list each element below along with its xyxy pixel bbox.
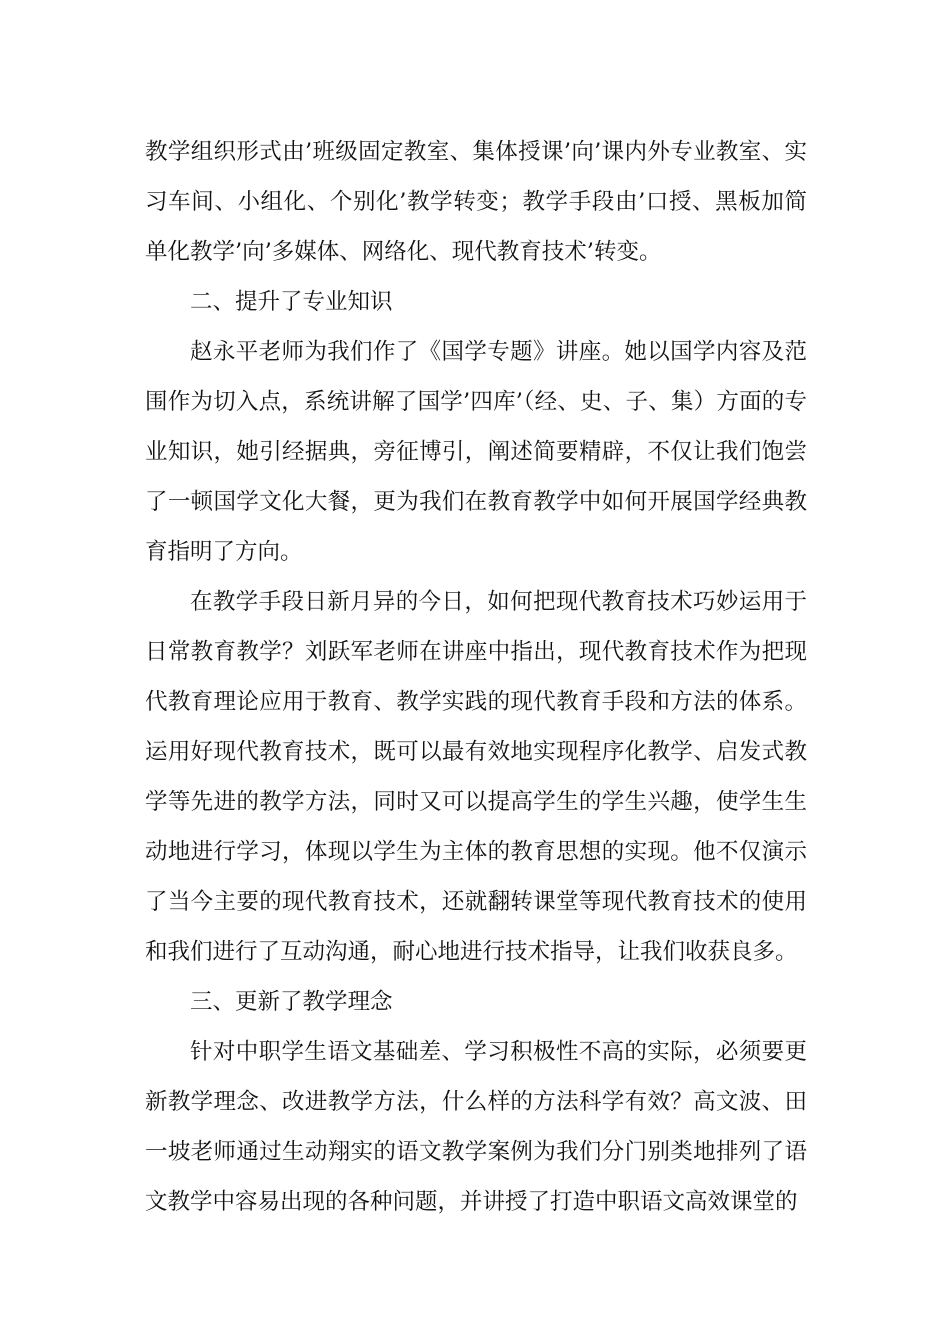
document-body <box>145 127 807 1227</box>
paragraph-modern-education-technology: 在教学手段日新月异的今日，如何把现代教育技术巧妙运用于日常教育教学？刘跃军老师在讲座中指出，现代教育技术作为把现代教育理论应用于教育、教学实践的现代教育手段和方法的体系。运用好现代教育技术，既可以最有效地实现程序化教学、启发式教学等先进的教学方法，同时又可以提高学生的学生兴趣，使学生生动地进行学习，体现以学生为主体的教育思想的实现。他不仅演示了当今主要的现代教育技术，还就翻转课堂等现代教育技术的使用和我们进行了互动沟通，耐心地进行技术指导，让我们收获良多。 <box>145 589 807 965</box>
paragraph-guoxue-lecture: 赵永平老师为我们作了《国学专题》讲座。她以国学内容及范围作为切入点，系统讲解了国学’四库’（经、史、子、集）方面的专业知识，她引经据典，旁征博引，阐述简要精辟，不仅让我们饱尝了一顿国学文化大餐，更为我们在教育教学中如何开展国学经典教育指明了方向。 <box>145 339 807 565</box>
heading-teaching-concept: 三、更新了教学理念 <box>190 989 393 1015</box>
heading-professional-knowledge: 二、提升了专业知识 <box>190 289 393 315</box>
paragraph-teaching-organization: 教学组织形式由’班级固定教室、集体授课’向’课内外专业教室、实习车间、小组化、个别化’教学转变；教学手段由’口授、黑板加简单化教学’向’多媒体、网络化、现代教育技术’转变。 <box>145 139 807 265</box>
paragraph-chinese-teaching-cases: 针对中职学生语文基础差、学习积极性不高的实际，必须要更新教学理念、改进教学方法，什么样的方法科学有效？高文波、田一坡老师通过生动翔实的语文教学案例为我们分门别类地排列了语文教学中容易出现的各种问题，并讲授了打造中职语文高效课堂的 <box>145 1039 807 1215</box>
